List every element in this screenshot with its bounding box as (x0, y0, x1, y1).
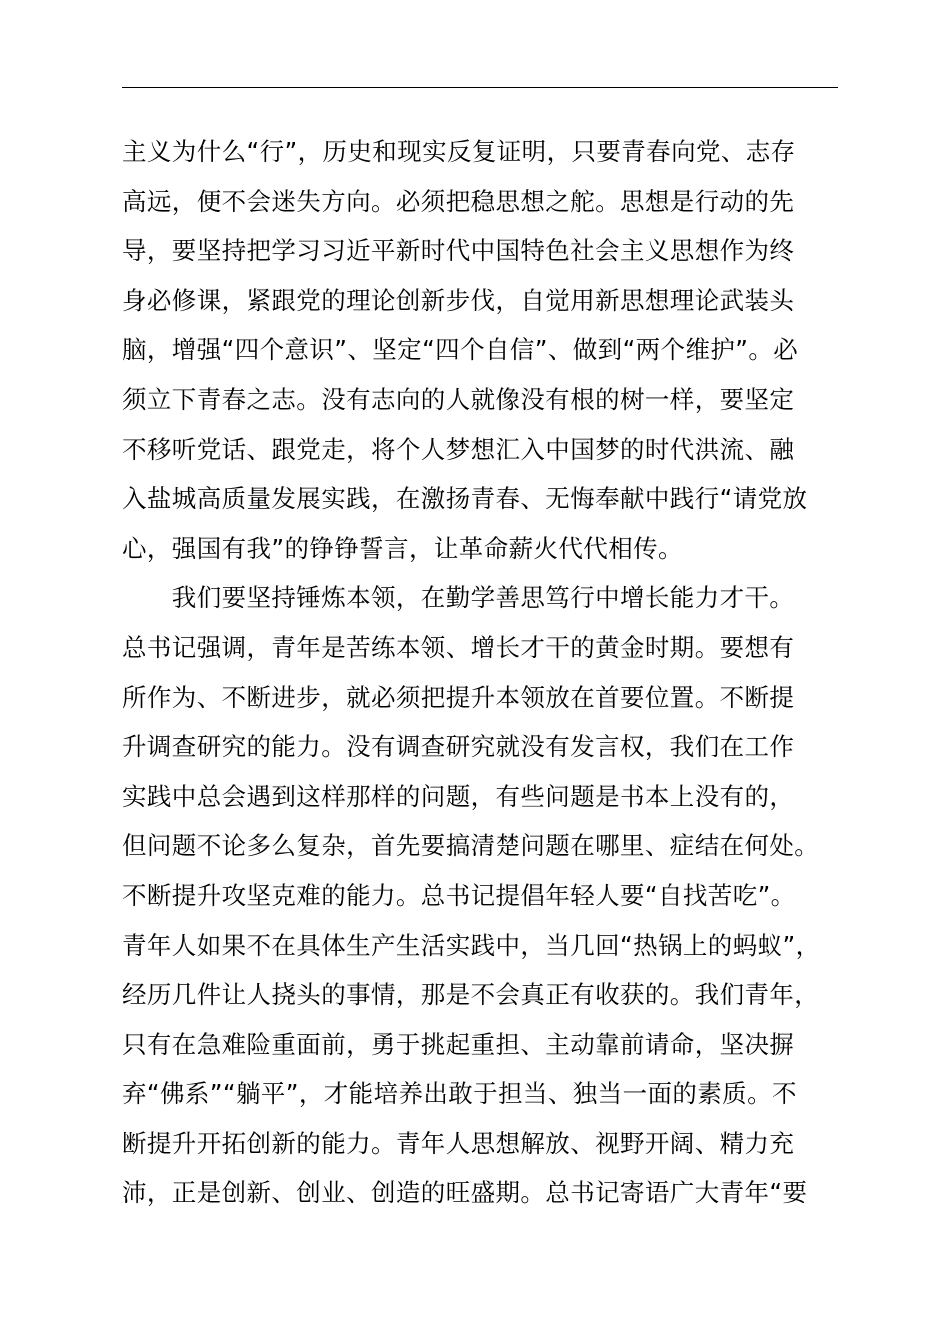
text-line: 升调查研究的能力。没有调查研究就没有发言权，我们在工作 (122, 732, 795, 762)
paragraph-1 (122, 127, 862, 573)
text-line: 主义为什么“行”，历史和现实反复证明，只要青春向党、志存 (122, 137, 796, 166)
text-line: 青年人如果不在具体生产生活实践中，当几回“热锅上的蚂蚁”， (122, 930, 821, 960)
text-line: 身必修课，紧跟党的理论创新步伐，自觉用新思想理论武装头 (122, 285, 795, 315)
text-line: 我们要坚持锤炼本领，在勤学善思笃行中增长能力才干。 (122, 583, 795, 613)
text-line: 弃“佛系”“躺平”，才能培养出敢于担当、独当一面的素质。不 (122, 1079, 797, 1109)
text-line: 不断提升攻坚克难的能力。总书记提倡年轻人要“自找苦吃”。 (122, 880, 796, 910)
text-line: 经历几件让人挠头的事情，那是不会真正有收获的。我们青年， (122, 980, 820, 1010)
text-line: 断提升开拓创新的能力。青年人思想解放、视野开阔、精力充 (122, 1128, 795, 1158)
header-rule (122, 87, 838, 88)
text-line: 总书记强调，青年是苦练本领、增长才干的黄金时期。要想有 (122, 632, 795, 662)
text-line: 入盐城高质量发展实践，在激扬青春、无悔奉献中践行“请党放 (122, 484, 808, 514)
paragraph-2 (122, 573, 862, 1218)
text-line: 实践中总会遇到这样那样的问题，有些问题是书本上没有的， (122, 781, 795, 811)
text-line: 心，强国有我”的铮铮誓言，让革命薪火代代相传。 (122, 533, 683, 563)
text-line: 只有在急难险重面前，勇于挑起重担、主动靠前请命，坚决摒 (122, 1029, 795, 1059)
text-line: 所作为、不断进步，就必须把提升本领放在首要位置。不断提 (122, 682, 795, 712)
document-body (122, 127, 862, 1218)
text-line: 脑，增强“四个意识”、坚定“四个自信”、做到“两个维护”。必 (122, 335, 799, 365)
text-line: 高远，便不会迷失方向。必须把稳思想之舵。思想是行动的先 (122, 186, 795, 216)
text-line: 但问题不论多么复杂，首先要搞清楚问题在哪里、症结在何处。 (122, 831, 820, 861)
text-line: 须立下青春之志。没有志向的人就像没有根的树一样，要坚定 (122, 384, 795, 414)
text-line: 导，要坚持把学习习近平新时代中国特色社会主义思想作为终 (122, 236, 795, 266)
text-line: 沛，正是创新、创业、创造的旺盛期。总书记寄语广大青年“要 (122, 1178, 808, 1208)
text-line: 不移听党话、跟党走，将个人梦想汇入中国梦的时代洪流、融 (122, 434, 795, 464)
